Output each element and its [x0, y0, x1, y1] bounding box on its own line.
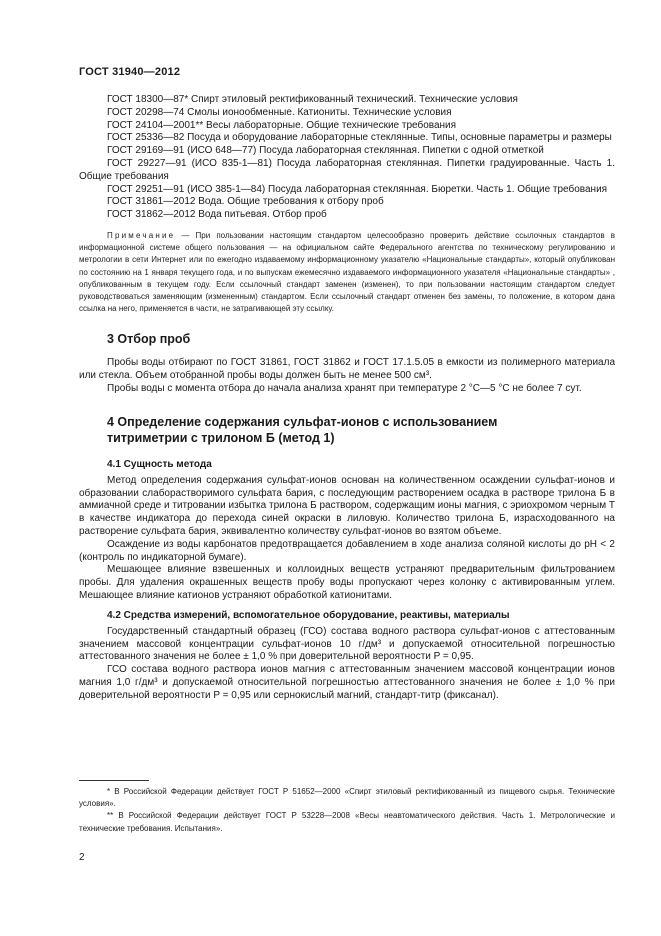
- page-content: [79, 94, 615, 703]
- section-3-paragraph: Пробы воды с момента отбора до начала анализа хранят при температуре 2 °С—5 °С не более 7 сут.: [107, 382, 582, 394]
- normative-references: [79, 94, 615, 222]
- section-3-heading: 3 Отбор проб: [107, 332, 191, 347]
- reference-item: ГОСТ 31862—2012 Вода питьевая. Отбор проб: [107, 209, 327, 221]
- reference-item: ГОСТ 31861—2012 Вода. Общие требования к отбору проб: [107, 196, 384, 208]
- subsection-4-1-paragraph: Мешающее влияние взвешенных и коллоидных веществ устраняют предварительным фильтрованием пробы. Для удаления окрашенных веществ пробу воды пропускают через колонку с активированным углем. Мешающее влияние катионов устраняют обработкой катионитами.: [79, 564, 615, 601]
- subsection-4-2-paragraph: ГСО состава водного раствора ионов магния с аттестованным значением массовой концентрации ионов магния 1,0 г/дм³ и допускаемой относительной погрешностью аттестованного значения не более ± 1,0 % при доверительной вероятности P = 0,95 или сернокислый магний, стандарт-титр (фиксанал).: [79, 664, 615, 701]
- subsection-4-1-heading: 4.1 Сущность метода: [107, 458, 212, 470]
- subsection-4-2-paragraph: Государственный стандартный образец (ГСО) состава водного раствора сульфат-ионов с аттестованным значением массовой концентрации сульфат-ионов 10 г/дм³ и допускаемой относительной погрешностью аттестованного значения не более ± 1,0 % при доверительной вероятности P = 0,95.: [79, 625, 615, 663]
- note-text: — При пользовании настоящим стандартом целесообразно проверить действие ссылочных стандартов в информационной системе общего пользования — на официальном сайте Федерального агентства по техническому регулированию и метрологии в сети Интернет или по ежегодно издаваемому информационному указателю «Национальные стандарты», который опубликован по состоянию на 1 января текущего года, и по выпускам ежемесячно издаваемого информационного указателя «Национальные стандарты» , опубликованным в текущем году. Если ссылочный стандарт заменен (изменен), то при пользовании настоящим стандартом следует руководствоваться заменяющим (измененным) стандартом. Если ссылочный стандарт отменен без замены, то положение, в котором дана ссылка на него, применяется в части, не затрагивающей эту ссылку.: [79, 230, 615, 314]
- reference-item: ГОСТ 18300—87* Спирт этиловый ректификованный технический. Технические условия: [107, 94, 518, 105]
- footnotes: [79, 786, 615, 835]
- running-header: ГОСТ 31940—2012: [79, 66, 181, 78]
- reference-item: ГОСТ 29227—91 (ИСО 835-1—81) Посуда лабораторная стеклянная. Пипетки градуированные. Часть 1. Общие требования: [79, 157, 615, 182]
- subsection-4-2-heading: 4.2 Средства измерений, вспомогательное оборудование, реактивы, материалы: [107, 609, 510, 621]
- reference-item: ГОСТ 29251—91 (ИСО 385-1—84) Посуда лабораторная стеклянная. Бюретки. Часть 1. Общие требования: [107, 183, 608, 195]
- footnote: * В Российской Федерации действует ГОСТ Р 51652—2000 «Спирт этиловый ректификованный из пищевого сырья. Технические условия».: [79, 787, 615, 809]
- subsection-4-1-paragraph: Метод определения содержания сульфат-ионов основан на количественном осаждении сульфат-ионов и образовании слаборастворимого сульфата бария, с последующим растворением осадка в растворе трилона Б в аммиачной среде и титровании избытка трилона Б раствором, содержащим ионы магния, с эриохромом черным Т в качестве индикатора до перехода синей окраски в лиловую. Количество трилона Б, израсходованного на растворение сульфата бария, эквивалентно количеству сульфат-ионов во взятом объеме.: [79, 474, 615, 537]
- section-4-heading-line1: 4 Определение содержания сульфат-ионов с использованием: [107, 414, 498, 429]
- note-paragraph: [79, 230, 615, 315]
- section-4-heading: [79, 414, 615, 446]
- subsection-4-1-paragraph: Осаждение из воды карбонатов предотвращается добавлением в ходе анализа соляной кислоты до pH < 2 (контроль по индикаторной бумаге).: [79, 538, 615, 563]
- reference-item: ГОСТ 25336—82 Посуда и оборудование лабораторные стеклянные. Типы, основные параметры и размеры: [107, 132, 612, 144]
- reference-item: ГОСТ 29169—91 (ИСО 648—77) Посуда лабораторная стеклянная. Пипетки с одной отметкой: [107, 145, 544, 157]
- page-number: 2: [79, 852, 85, 863]
- note-label: Примечание: [107, 230, 176, 240]
- section-3-paragraph: Пробы воды отбирают по ГОСТ 31861, ГОСТ 31862 и ГОСТ 17.1.5.05 в емкости из полимерного материала или стекла. Объем отобранной пробы воды должен быть не менее 500 см³.: [79, 357, 615, 382]
- footnote-divider: [79, 780, 149, 781]
- section-4-heading-line2: титриметрии с трилоном Б (метод 1): [107, 430, 335, 445]
- reference-item: ГОСТ 20298—74 Смолы ионообменные. Катиониты. Технические условия: [107, 106, 452, 118]
- footnote: ** В Российской Федерации действует ГОСТ Р 53228—2008 «Весы неавтоматического действия. Часть 1. Метрологические и технические требования. Испытания».: [79, 811, 615, 833]
- reference-item: ГОСТ 24104—2001** Весы лабораторные. Общие технические требования: [107, 119, 457, 131]
